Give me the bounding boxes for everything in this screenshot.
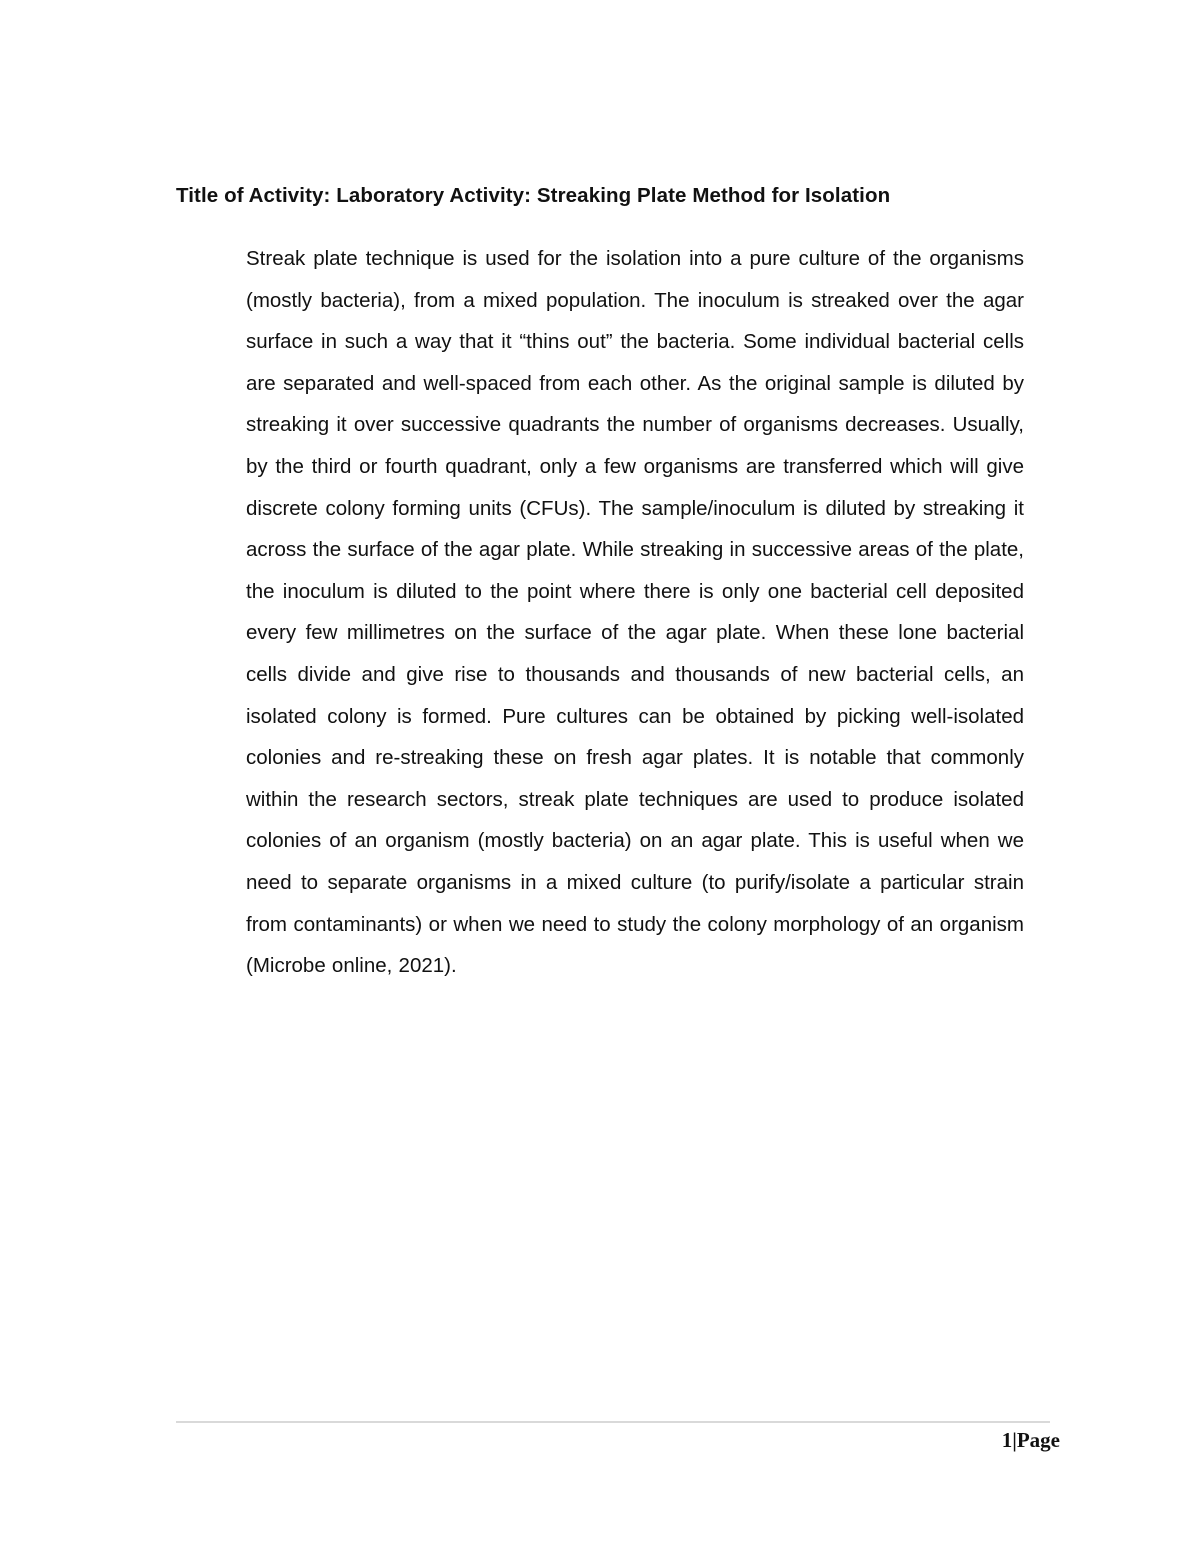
page-title: Title of Activity: Laboratory Activity: Streaking Plate Method for Isolation	[176, 184, 891, 207]
page-number: 1|Page	[1001, 1428, 1060, 1452]
footer-divider	[176, 1421, 1050, 1423]
body-paragraph: Streak plate technique is used for the isolation into a pure culture of the organisms (mostly bacteria), from a mixed population. The inoculum is streaked over the agar surface in such a way that it “thins out” the bacteria. Some individual bacterial cells are separated and well-spaced from each other. As the original sample is diluted by streaking it over successive quadrants the number of organisms decreases. Usually, by the third or fourth quadrant, only a few organisms are transferred which will give discrete colony forming units (CFUs). The sample/inoculum is diluted by streaking it across the surface of the agar plate. While streaking in successive areas of the plate, the inoculum is diluted to the point where there is only one bacterial cell deposited every few millimetres on the surface of the agar plate. When these lone bacterial cells divide and give rise to thousands and thousands of new bacterial cells, an isolated colony is formed. Pure cultures can be obtained by picking well-isolated colonies and re-streaking these on fresh agar plates. It is notable that commonly within the research sectors, streak plate techniques are used to produce isolated colonies of an organism (mostly bacteria) on an agar plate. This is useful when we need to separate organisms in a mixed culture (to purify/isolate a particular strain from contaminants) or when we need to study the colony morphology of an organism (Microbe online, 2021).	[246, 247, 1024, 978]
